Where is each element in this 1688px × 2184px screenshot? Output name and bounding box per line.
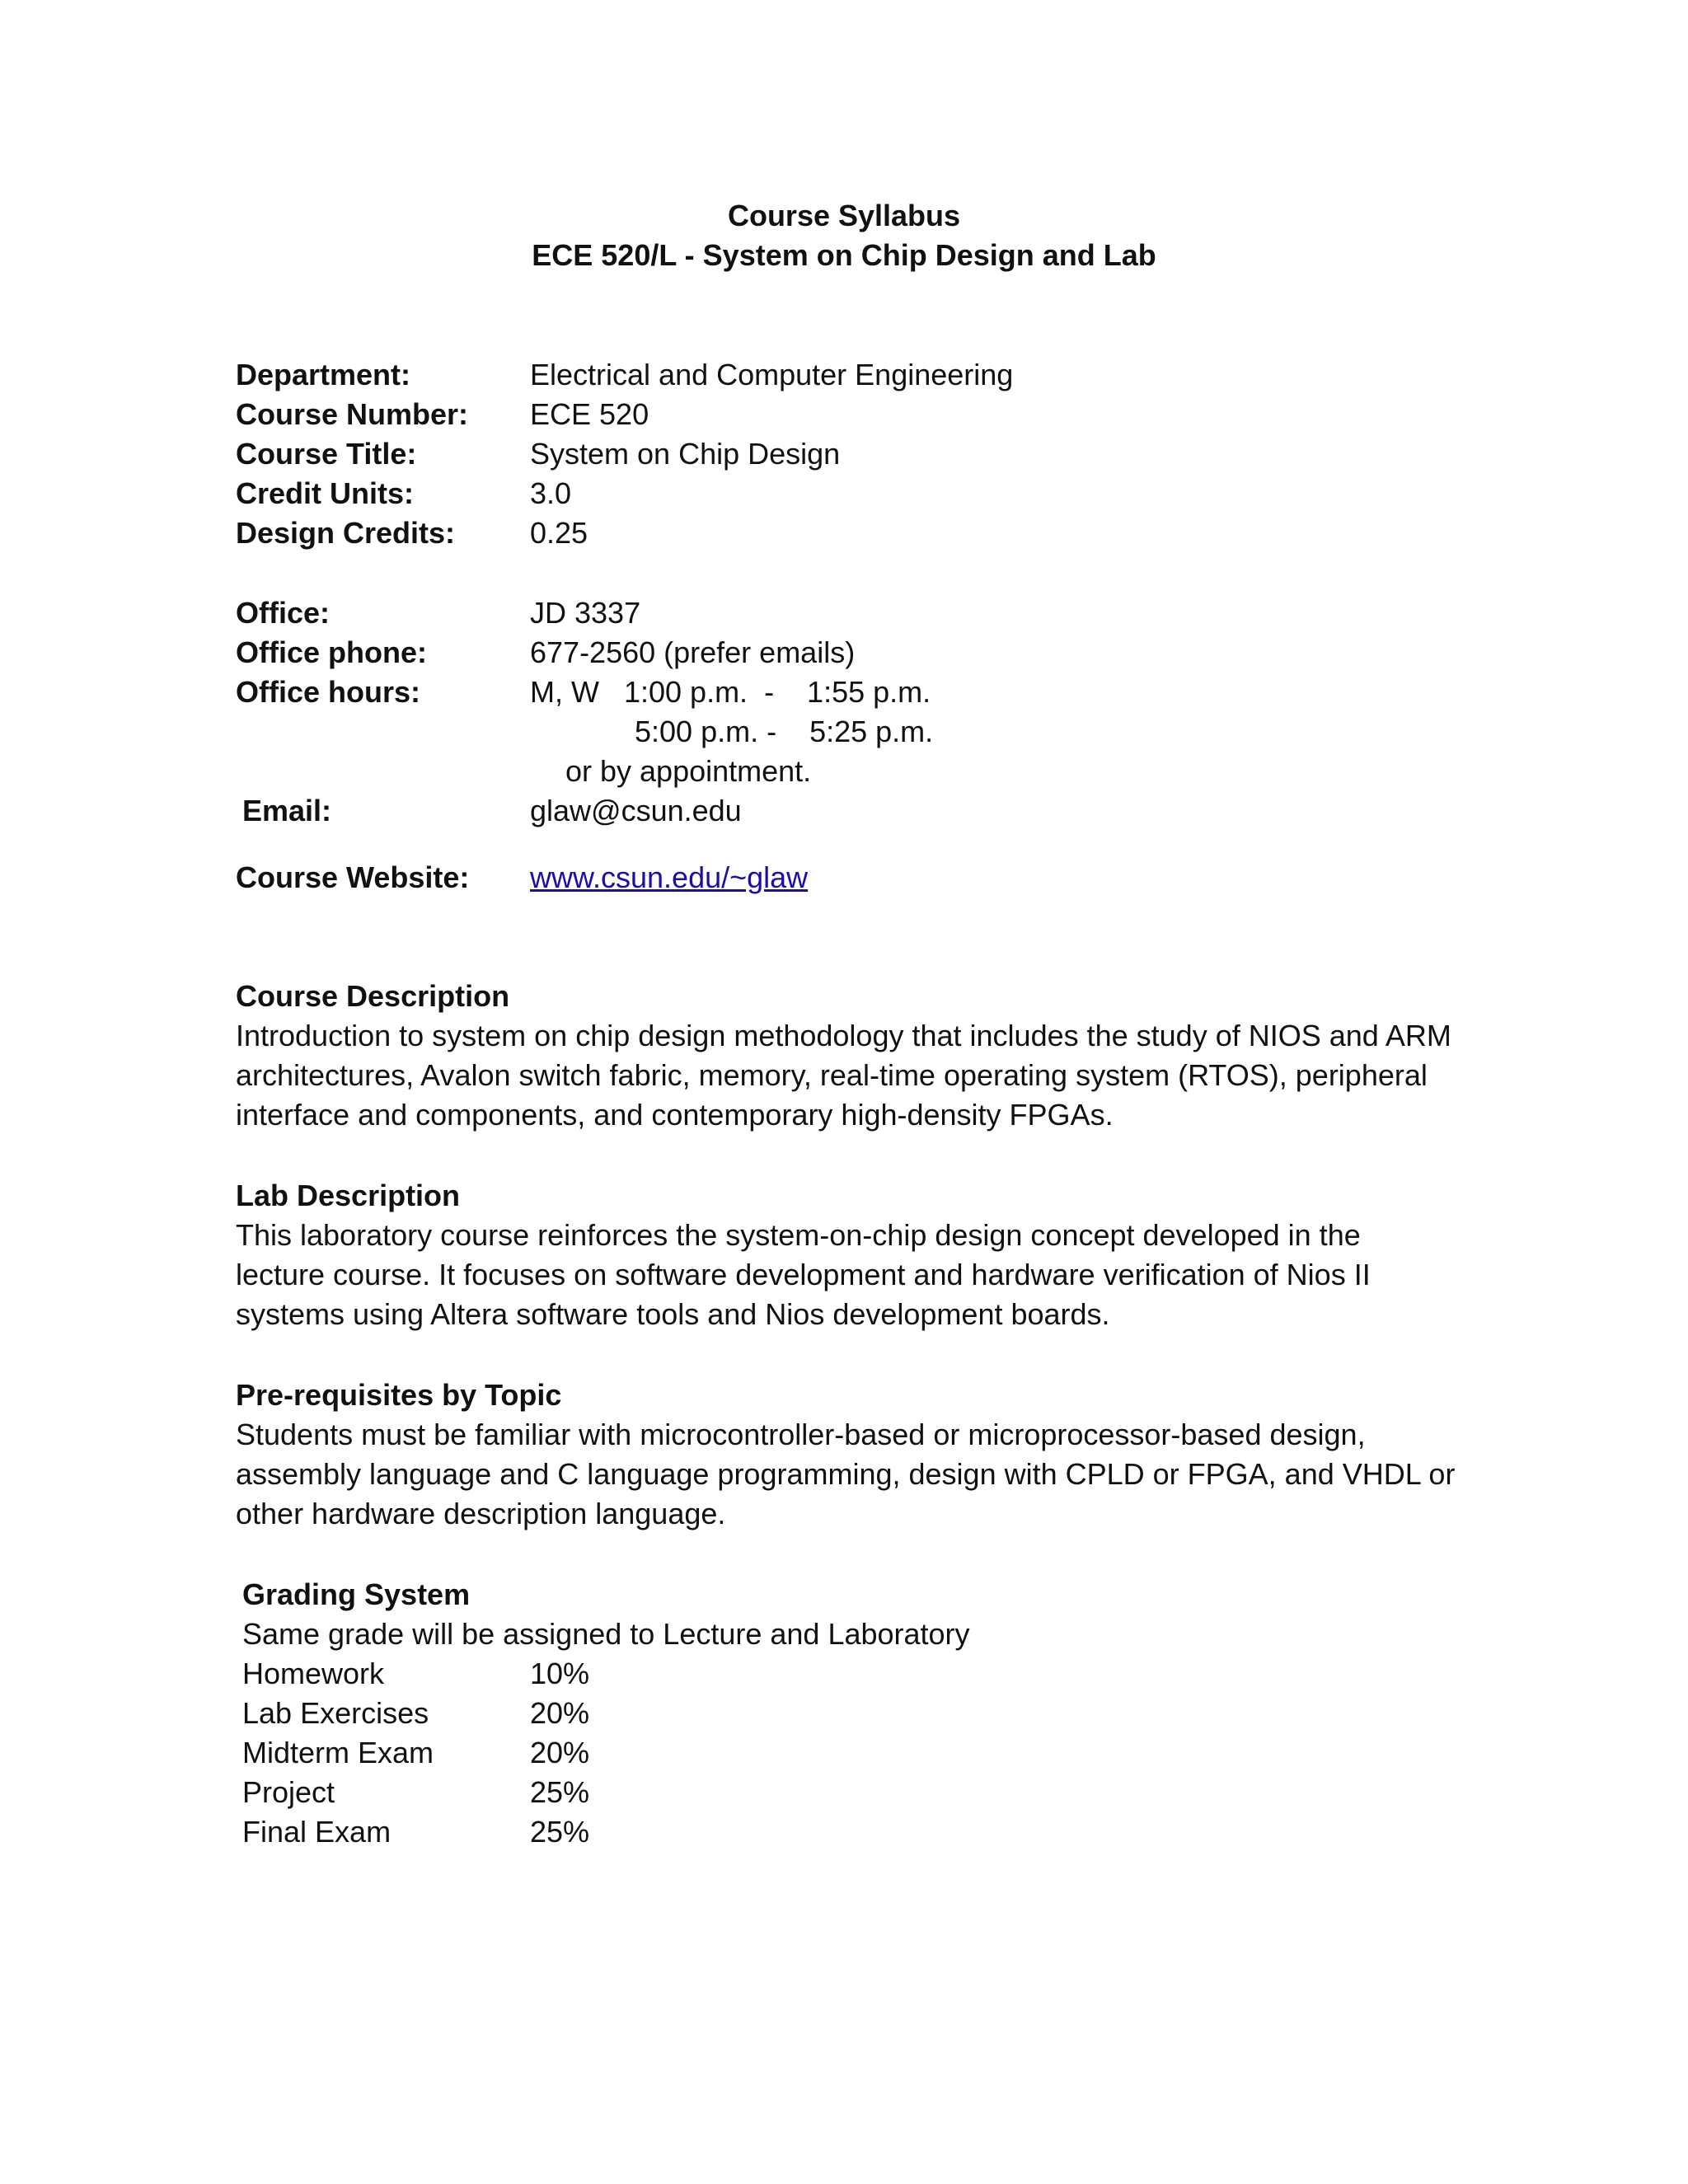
grading-item-weight: 20% bbox=[530, 1696, 590, 1730]
department-value: Electrical and Computer Engineering bbox=[530, 358, 1014, 391]
course-title-label: Course Title: bbox=[236, 437, 417, 471]
grading-heading: Grading System bbox=[242, 1577, 471, 1611]
department-label: Department: bbox=[236, 358, 411, 391]
office-hours-line-3: or by appointment. bbox=[565, 754, 812, 788]
email-label: Email: bbox=[242, 794, 332, 827]
page-title: Course Syllabus bbox=[727, 199, 961, 232]
page-subtitle: ECE 520/L - System on Chip Design and Lab bbox=[532, 238, 1156, 272]
office-phone-value: 677-2560 (prefer emails) bbox=[530, 635, 856, 669]
design-credits-value: 0.25 bbox=[530, 516, 588, 550]
email-value: glaw@csun.edu bbox=[530, 794, 742, 827]
grading-item-weight: 20% bbox=[530, 1736, 590, 1769]
credit-units-value: 3.0 bbox=[530, 476, 572, 510]
grading-item-weight: 10% bbox=[530, 1657, 590, 1690]
grading-item-name: Final Exam bbox=[242, 1815, 392, 1849]
lab-description-line: systems using Altera software tools and Nios development boards. bbox=[236, 1297, 1110, 1331]
course-description-line: interface and components, and contemporary high-density FPGAs. bbox=[236, 1098, 1114, 1132]
prerequisites-line: other hardware description language. bbox=[236, 1497, 726, 1530]
course-website-label: Course Website: bbox=[236, 860, 470, 894]
prerequisites-line: Students must be familiar with microcontroller-based or microprocessor-based design, bbox=[236, 1418, 1366, 1451]
design-credits-label: Design Credits: bbox=[236, 516, 456, 550]
credit-units-label: Credit Units: bbox=[236, 476, 414, 510]
course-description-line: Introduction to system on chip design methodology that includes the study of NIOS and ARM bbox=[236, 1019, 1451, 1052]
prerequisites-line: assembly language and C language programming, design with CPLD or FPGA, and VHDL or bbox=[236, 1457, 1456, 1491]
grading-item-weight: 25% bbox=[530, 1775, 590, 1809]
course-title-value: System on Chip Design bbox=[530, 437, 841, 471]
office-label: Office: bbox=[236, 596, 331, 630]
lab-description-line: lecture course. It focuses on software development and hardware verification of Nios II bbox=[236, 1258, 1371, 1291]
grading-item-name: Midterm Exam bbox=[242, 1736, 434, 1769]
course-website-link[interactable]: www.csun.edu/~glaw bbox=[530, 860, 809, 894]
office-hours-line-2: 5:00 p.m. - 5:25 p.m. bbox=[635, 715, 934, 748]
course-number-label: Course Number: bbox=[236, 397, 469, 431]
course-number-value: ECE 520 bbox=[530, 397, 649, 431]
lab-description-heading: Lab Description bbox=[236, 1179, 461, 1212]
grading-item-name: Project bbox=[242, 1775, 335, 1809]
lab-description-line: This laboratory course reinforces the system-on-chip design concept developed in the bbox=[236, 1218, 1361, 1252]
course-description-line: architectures, Avalon switch fabric, memory, real-time operating system (RTOS), peripheral bbox=[236, 1058, 1428, 1092]
course-description-heading: Course Description bbox=[236, 979, 510, 1013]
office-hours-label: Office hours: bbox=[236, 675, 421, 709]
office-hours-line-1: M, W 1:00 p.m. - 1:55 p.m. bbox=[530, 675, 931, 709]
grading-item-name: Lab Exercises bbox=[242, 1696, 429, 1730]
grading-item-weight: 25% bbox=[530, 1815, 590, 1849]
grading-note: Same grade will be assigned to Lecture and Laboratory bbox=[242, 1617, 970, 1651]
office-phone-label: Office phone: bbox=[236, 635, 427, 669]
office-value: JD 3337 bbox=[530, 596, 641, 630]
prerequisites-heading: Pre-requisites by Topic bbox=[236, 1378, 562, 1412]
grading-item-name: Homework bbox=[242, 1657, 385, 1690]
